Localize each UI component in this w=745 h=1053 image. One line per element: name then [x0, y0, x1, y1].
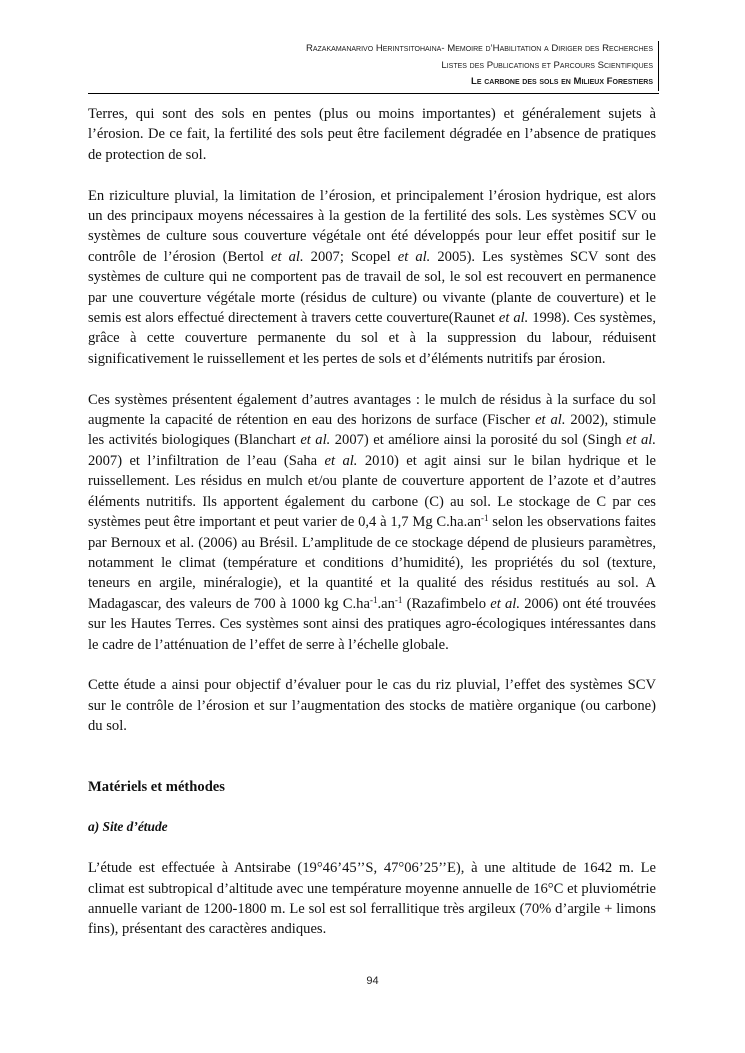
superscript: -1 [481, 513, 489, 524]
paragraph-5: L’étude est effectuée à Antsirabe (19°46’45’’S, 47°06’25’’E), à une altitude de 1642 m. Le climat est subtropical d’altitude avec une température moyenne annuelle de 16°C et pluviométrie annuelle variant de 1200-1800 m. Le sol est sol ferrallitique très argileux (70% d’argile + limons fins), présentant des caractères andiques. [88, 860, 656, 938]
text-run: En riziculture pluvial, la limitation de l’érosion, et principalement l’érosion hydrique, est alors un des principaux moyens nécessaires à la gestion de la fertilité des sols. Les systèmes SCV ou systèmes de culture sous couverture végétale ont été développés pour leur effet positif sur le contrôle de l’érosion (Bertol [88, 187, 656, 265]
running-header [88, 41, 659, 91]
text-run: 2010) et agit ainsi sur le bilan hydrique et le ruissellement. Les résidus en mulch et/ou plante de couverture apportent de l’azote et d’autres éléments nutritifs. Ils apportent également du carbone (C) au sol. Le stockage de C par ces systèmes peut être important et peut varier de 0,4 à 1,7 Mg C.ha.an [88, 452, 657, 531]
italic-run: et al. [490, 595, 520, 612]
text-run: 2007) et l’infiltration de l’eau (Saha [88, 452, 325, 469]
italic-run: et al. [498, 310, 529, 327]
text-run: .an [377, 595, 395, 612]
italic-run: et al. [271, 248, 304, 265]
body-text [88, 104, 656, 960]
section-heading-methods: Matériels et méthodes [88, 778, 225, 795]
italic-run: et al. [300, 432, 331, 449]
italic-run: et al. [397, 248, 431, 265]
paragraph-1: Terres, qui sont des sols en pentes (plus ou moins importantes) et généralement sujets à l’érosion. De ce fait, la fertilité des sols peut être facilement dégradée en l’absence de pratiques de protection de sol. [88, 106, 656, 163]
text-run: 2007) et améliore ainsi la porosité du sol (Singh [330, 432, 627, 449]
italic-run: et al. [535, 412, 566, 429]
italic-run: et al. [324, 452, 358, 469]
paragraph-3 [88, 390, 656, 655]
header-rule [88, 93, 659, 94]
superscript: -1 [394, 594, 403, 605]
text-run: 2007; Scopel [303, 248, 398, 265]
text-run: Ces systèmes présentent également d’autres avantages : le mulch de résidus à la surface du sol augmente la capacité de rétention en eau des horizons de surface (Fischer [88, 391, 656, 429]
paragraph-2 [88, 186, 656, 370]
text-run: 1998). Ces systèmes, grâce à cette couverture permanente du sol et à la suppression du labour, réduisent significativement le ruissellement et les pertes de sols et d’éléments nutritifs par érosion. [88, 310, 656, 367]
subsection-heading-site: a) Site d’étude [88, 819, 168, 835]
text-run: selon les observations faites par Bernoux et al. (2006) au Brésil. L’amplitude de ce stockage dépend de plusieurs paramètres, notamment le climat (température et conditions d’humidité), les propriétés du sol (texture, teneurs en argile, minéralogie), et la quantité et la qualité des résidus restitués au sol. A Madagascar, des valeurs de 700 à 1000 kg C.ha [88, 514, 656, 612]
superscript: -1 [369, 594, 378, 605]
text-run: 2005). Les systèmes SCV sont des systèmes de culture qui ne comportent pas de travail de sol, le sol est recouvert en permanence par une couverture végétale morte (résidus de culture) ou vivante (plante de couverture) et le semis est alors effectué directement à travers cette couverture(Raunet [88, 248, 657, 327]
header-line-3: Le carbone des sols en Milieux Forestiers [471, 76, 653, 87]
paragraph-4: Cette étude a ainsi pour objectif d’évaluer pour le cas du riz pluvial, l’effet des systèmes SCV sur le contrôle de l’érosion et sur l’augmentation des stocks de matière organique (ou carbone) du sol. [88, 677, 656, 735]
text-run: 2002), stimule les activités biologiques (Blanchart [88, 412, 656, 449]
page-number: 94 [366, 975, 379, 987]
header-line-1: Razakamanarivo Herintsitohaina- Memoire d’Habilitation a Diriger des Recherches [305, 43, 653, 54]
text-run: 2006) ont été trouvées sur les Hautes Terres. Ces systèmes sont ainsi des pratiques agro-écologiques intéressantes dans le cadre de l’atténuation de l’effet de serre à l’échelle globale. [88, 595, 656, 653]
text-run: (Razafimbelo [402, 595, 491, 612]
header-line-2: Listes des Publications et Parcours Scientifiques [441, 59, 653, 71]
italic-run: et al. [626, 432, 657, 449]
